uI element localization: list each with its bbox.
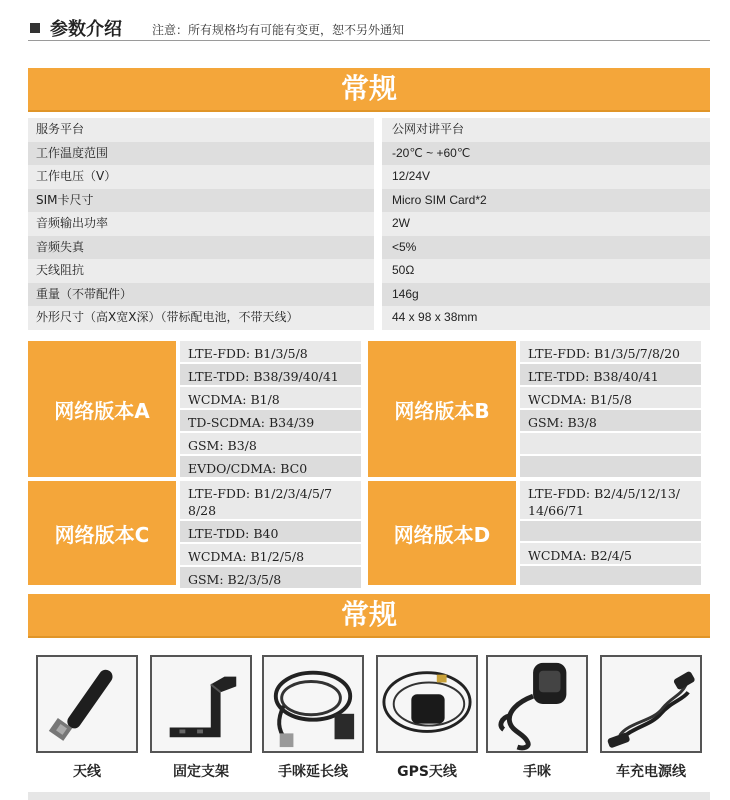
network-version-b bbox=[368, 341, 701, 477]
accessory-item bbox=[150, 655, 252, 781]
spec-value: -20℃ ~ +60℃ bbox=[382, 142, 710, 166]
network-label: 网络版本B bbox=[368, 341, 516, 477]
accessory-name: 天线 bbox=[73, 764, 101, 780]
band-cell: WCDMA: B1/5/8 bbox=[520, 387, 701, 408]
cable-icon bbox=[264, 657, 362, 751]
network-label: 网络版本C bbox=[28, 481, 176, 585]
spec-value: 146g bbox=[382, 283, 710, 307]
gps-antenna-icon bbox=[378, 657, 476, 751]
section-header bbox=[28, 10, 710, 41]
spec-row bbox=[28, 142, 710, 166]
spec-row bbox=[28, 283, 710, 307]
band-cell: LTE-FDD: B1/3/5/8 bbox=[180, 341, 361, 362]
band-cell bbox=[520, 521, 701, 541]
band-cell: LTE-TDD: B38/39/40/41 bbox=[180, 364, 361, 385]
accessory-name: GPS天线 bbox=[397, 764, 457, 780]
spec-row bbox=[28, 165, 710, 189]
spec-value: 公网对讲平台 bbox=[382, 118, 710, 142]
spec-key: 音频失真 bbox=[28, 236, 374, 260]
spec-key: 服务平台 bbox=[28, 118, 374, 142]
band-cell: GSM: B3/8 bbox=[520, 410, 701, 431]
spec-key: 工作温度范围 bbox=[28, 142, 374, 166]
header-note: 注意：所有规格均有可能有变更，恕不另外通知 bbox=[152, 23, 405, 37]
band-cell: WCDMA: B2/4/5 bbox=[520, 543, 701, 564]
spec-value: 2W bbox=[382, 212, 710, 236]
spec-row bbox=[28, 259, 710, 283]
network-version-d bbox=[368, 481, 701, 585]
network-label: 网络版本D bbox=[368, 481, 516, 585]
band-cell bbox=[520, 456, 701, 477]
spec-row bbox=[28, 189, 710, 213]
spec-row bbox=[28, 118, 710, 142]
band-cell: LTE-FDD: B1/3/5/7/8/20 bbox=[520, 341, 701, 362]
band-cell: TD-SCDMA: B34/39 bbox=[180, 410, 361, 431]
band-cell: LTE-TDD: B40 bbox=[180, 521, 361, 542]
network-label: 网络版本A bbox=[28, 341, 176, 477]
spec-value: 44 x 98 x 38mm bbox=[382, 306, 710, 330]
car-charger-icon bbox=[602, 657, 700, 751]
spec-row bbox=[28, 236, 710, 260]
spec-key: 重量（不带配件） bbox=[28, 283, 374, 307]
spec-value: 12/24V bbox=[382, 165, 710, 189]
general-section-banner: 常规 bbox=[28, 68, 710, 112]
accessory-name: 手咪 bbox=[523, 764, 551, 780]
handheld-mic-icon bbox=[488, 657, 586, 751]
network-version-a bbox=[28, 341, 361, 477]
spec-value: Micro SIM Card*2 bbox=[382, 189, 710, 213]
band-cell bbox=[520, 566, 701, 586]
spec-row bbox=[28, 306, 710, 330]
band-cell: GSM: B2/3/5/8 bbox=[180, 567, 361, 588]
accessory-item bbox=[600, 655, 702, 781]
accessory-item bbox=[486, 655, 588, 781]
band-cell: LTE-FDD: B2/4/5/12/13/ 14/66/71 bbox=[520, 481, 701, 519]
spec-key: 天线阻抗 bbox=[28, 259, 374, 283]
band-cell bbox=[520, 433, 701, 454]
footer-divider bbox=[28, 792, 710, 800]
band-cell: EVDO/CDMA: BC0 bbox=[180, 456, 361, 477]
accessory-item bbox=[36, 655, 138, 781]
accessory-item bbox=[262, 655, 364, 781]
spec-table bbox=[28, 118, 710, 330]
spec-key: 音频输出功率 bbox=[28, 212, 374, 236]
accessory-name: 手咪延长线 bbox=[278, 764, 348, 780]
spec-key: 外形尺寸（高X宽X深）（带标配电池，不带天线） bbox=[28, 306, 374, 330]
accessory-name: 固定支架 bbox=[173, 764, 229, 780]
accessory-item bbox=[376, 655, 478, 781]
band-cell: WCDMA: B1/8 bbox=[180, 387, 361, 408]
band-cell: LTE-TDD: B38/40/41 bbox=[520, 364, 701, 385]
accessories-section-banner: 常规 bbox=[28, 594, 710, 638]
accessory-name: 车充电源线 bbox=[616, 764, 686, 780]
spec-value: 50Ω bbox=[382, 259, 710, 283]
header-square-icon bbox=[30, 23, 40, 33]
band-cell: GSM: B3/8 bbox=[180, 433, 361, 454]
spec-value: <5% bbox=[382, 236, 710, 260]
bracket-icon bbox=[152, 657, 250, 751]
page-title: 参数介绍 bbox=[50, 19, 122, 40]
spec-key: SIM卡尺寸 bbox=[28, 189, 374, 213]
band-cell: LTE-FDD: B1/2/3/4/5/7 8/28 bbox=[180, 481, 361, 519]
spec-key: 工作电压（V） bbox=[28, 165, 374, 189]
network-version-c bbox=[28, 481, 361, 585]
antenna-icon bbox=[38, 657, 136, 751]
band-cell: WCDMA: B1/2/5/8 bbox=[180, 544, 361, 565]
spec-row bbox=[28, 212, 710, 236]
